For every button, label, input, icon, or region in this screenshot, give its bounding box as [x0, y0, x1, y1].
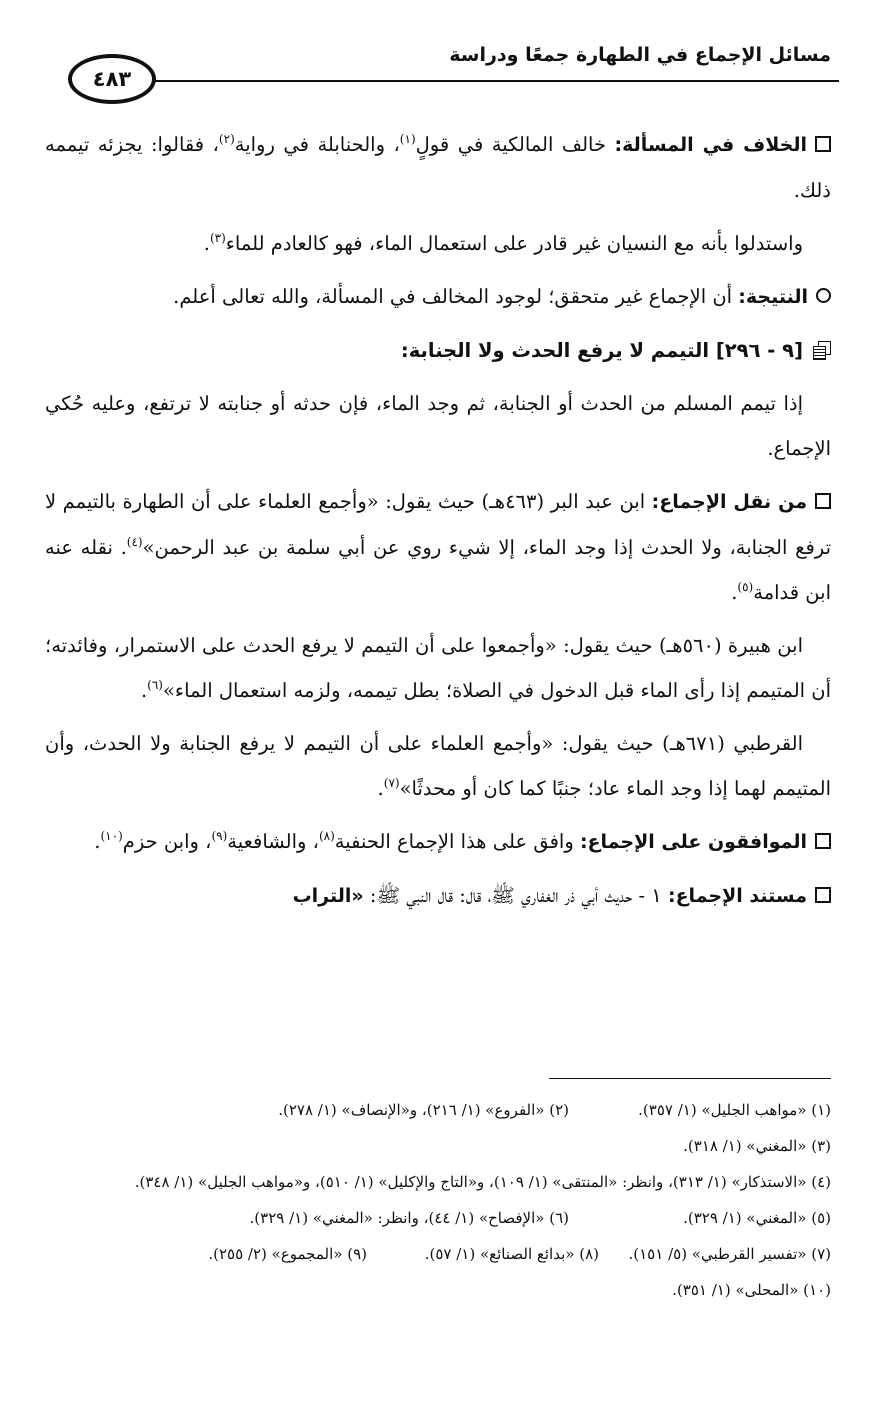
footnote-9: (٩) «المجموع» (٢/ ٢٥٥).: [208, 1245, 367, 1263]
footnote-ref[interactable]: (١٠): [100, 829, 123, 843]
circle-bullet-icon: [816, 288, 831, 303]
square-bullet-icon: [815, 887, 831, 903]
text-segment: واستدلوا بأنه مع النسيان غير قادر على استعمال الماء، فهو كالعادم للماء: [225, 232, 803, 255]
paragraph-result: [45, 274, 831, 320]
text-segment: .: [731, 581, 738, 604]
section-heading: [٩ - ٢٩٦] التيمم لا يرفع الحدث ولا الجنابة:: [400, 339, 803, 362]
text-segment: .: [203, 232, 210, 255]
label-agreeing: الموافقون على الإجماع:: [579, 831, 807, 853]
footnote-ref[interactable]: (٩): [211, 829, 228, 843]
footnote-ref[interactable]: (٢): [218, 132, 235, 146]
footnote-5: (٥) «المغني» (١/ ٣٢٩).: [683, 1209, 831, 1227]
footnote-8: (٨) «بدائع الصنائع» (١/ ٥٧).: [424, 1245, 599, 1263]
footnote-10: (١٠) «المحلى» (١/ ٣٥١).: [672, 1281, 831, 1299]
footnote-7: (٧) «تفسير القرطبي» (٥/ ١٥١).: [628, 1245, 831, 1263]
footnote-ref[interactable]: (٣): [209, 231, 226, 245]
body-text: [45, 122, 831, 927]
text-segment: وافق على هذا الإجماع الحنفية: [334, 830, 580, 853]
running-header-title: مسائل الإجماع في الطهارة جمعًا ودراسة: [449, 44, 831, 66]
text-segment: ، والحنابلة في رواية: [234, 133, 400, 156]
text-segment: ١ - حديث أبي ذر الغفاري ﷺ، قال: قال النبي ﷺ:: [363, 884, 668, 907]
footnotes: [41, 1092, 831, 1308]
footnote-ref[interactable]: (١): [399, 132, 416, 146]
page-number: ٤٨٣: [92, 67, 132, 91]
text-segment: ، وابن حزم: [122, 830, 212, 853]
footnote-row: [41, 1236, 831, 1272]
footnote-row: [41, 1092, 831, 1128]
footnote-ref[interactable]: (٧): [383, 776, 400, 790]
footnote-ref[interactable]: (٤): [126, 535, 143, 549]
square-bullet-icon: [815, 833, 831, 849]
text-segment: .: [140, 679, 148, 702]
label-basis: مستند الإجماع:: [667, 885, 807, 907]
text-segment: ابن هبيرة (٥٦٠هـ) حيث يقول: «وأجمعوا على أن التيمم لا يرفع الحدث على الاستمرار، وفائدته؛ أن المتيمم إذا رأى الماء قبل الدخول في الصلاة؛ بطل تيممه، ولزمه استعمال الماء»: [45, 634, 831, 702]
text-segment: إذا تيمم المسلم من الحدث أو الجنابة، ثم وجد الماء، فإن حدثه أو جنابته لا ترتفع، وعليه حُكي الإجماع.: [45, 392, 831, 460]
footnote-3: (٣) «المغني» (١/ ٣١٨).: [683, 1137, 831, 1155]
section-heading-row: [45, 328, 831, 373]
paragraph-qurtubi: [45, 721, 831, 811]
paragraph-disagreement: [45, 122, 831, 213]
text-segment: ابن عبد البر (٤٦٣هـ) حيث يقول: «وأجمع العلماء على أن الطهارة بالتيمم لا ترفع الجنابة، ولا الحدث إذا وجد الماء، إلا شيء روي عن أبي سلمة بن عبد الرحمن»: [45, 490, 831, 559]
footnote-separator: [549, 1078, 831, 1079]
paragraph-ibn-hubayra: [45, 623, 831, 713]
footnote-ref[interactable]: (٦): [147, 678, 163, 692]
text-segment: القرطبي (٦٧١هـ) حيث يقول: «وأجمع العلماء على أن التيمم لا يرفع الجنابة ولا الحدث، وأن المتيمم لهما إذا وجد الماء عاد؛ جنبًا كما كان أو محدثًا»: [45, 732, 831, 800]
text-segment: .: [377, 777, 384, 800]
footnote-row: [41, 1128, 831, 1164]
footnote-2: (٢) «الفروع» (١/ ٢١٦)، و«الإنصاف» (١/ ٢٧٨).: [278, 1101, 569, 1119]
text-segment: ، والشافعية: [227, 830, 319, 853]
label-result: النتيجة:: [738, 286, 808, 308]
footnote-6: (٦) «الإفصاح» (١/ ٤٤)، وانظر: «المغني» (١/ ٣٢٩).: [249, 1209, 569, 1227]
label-transmitters: من نقل الإجماع:: [651, 491, 807, 513]
square-bullet-icon: [815, 493, 831, 509]
text-segment: .: [94, 830, 101, 853]
footnote-row: [41, 1272, 831, 1308]
paragraph-basis: [45, 873, 831, 919]
paragraph-agreeing: [45, 819, 831, 865]
page-number-badge: [68, 54, 156, 104]
paragraph-evidence: [45, 221, 831, 266]
text-segment: أن الإجماع غير متحقق؛ لوجود المخالف في المسألة، والله تعالى أعلم.: [173, 285, 739, 308]
pages-icon: [813, 341, 831, 359]
hadith-start: «التراب: [292, 885, 364, 907]
text-segment: خالف المالكية في قولٍ: [415, 133, 615, 156]
square-bullet-icon: [815, 136, 831, 152]
header-rule: [152, 80, 839, 82]
paragraph-transmitters: [45, 479, 831, 615]
footnote-ref[interactable]: (٨): [318, 829, 335, 843]
text-segment: ، فقالوا: يجزئه تيممه ذلك.: [45, 133, 831, 202]
paragraph-issue: [45, 381, 831, 471]
text-segment: . نقله عنه ابن قدامة: [45, 536, 831, 604]
footnote-1: (١) «مواهب الجليل» (١/ ٣٥٧).: [638, 1101, 831, 1119]
footnote-4: (٤) «الاستذكار» (١/ ٣١٣)، وانظر: «المنتقى» (١/ ١٠٩)، و«التاج والإكليل» (١/ ٥١٠)، و«مواهب الجليل» (١/ ٣٤٨).: [134, 1173, 831, 1191]
label-disagreement: الخلاف في المسألة:: [614, 134, 807, 156]
footnote-row: [41, 1200, 831, 1236]
footnote-ref[interactable]: (٥): [737, 580, 754, 594]
